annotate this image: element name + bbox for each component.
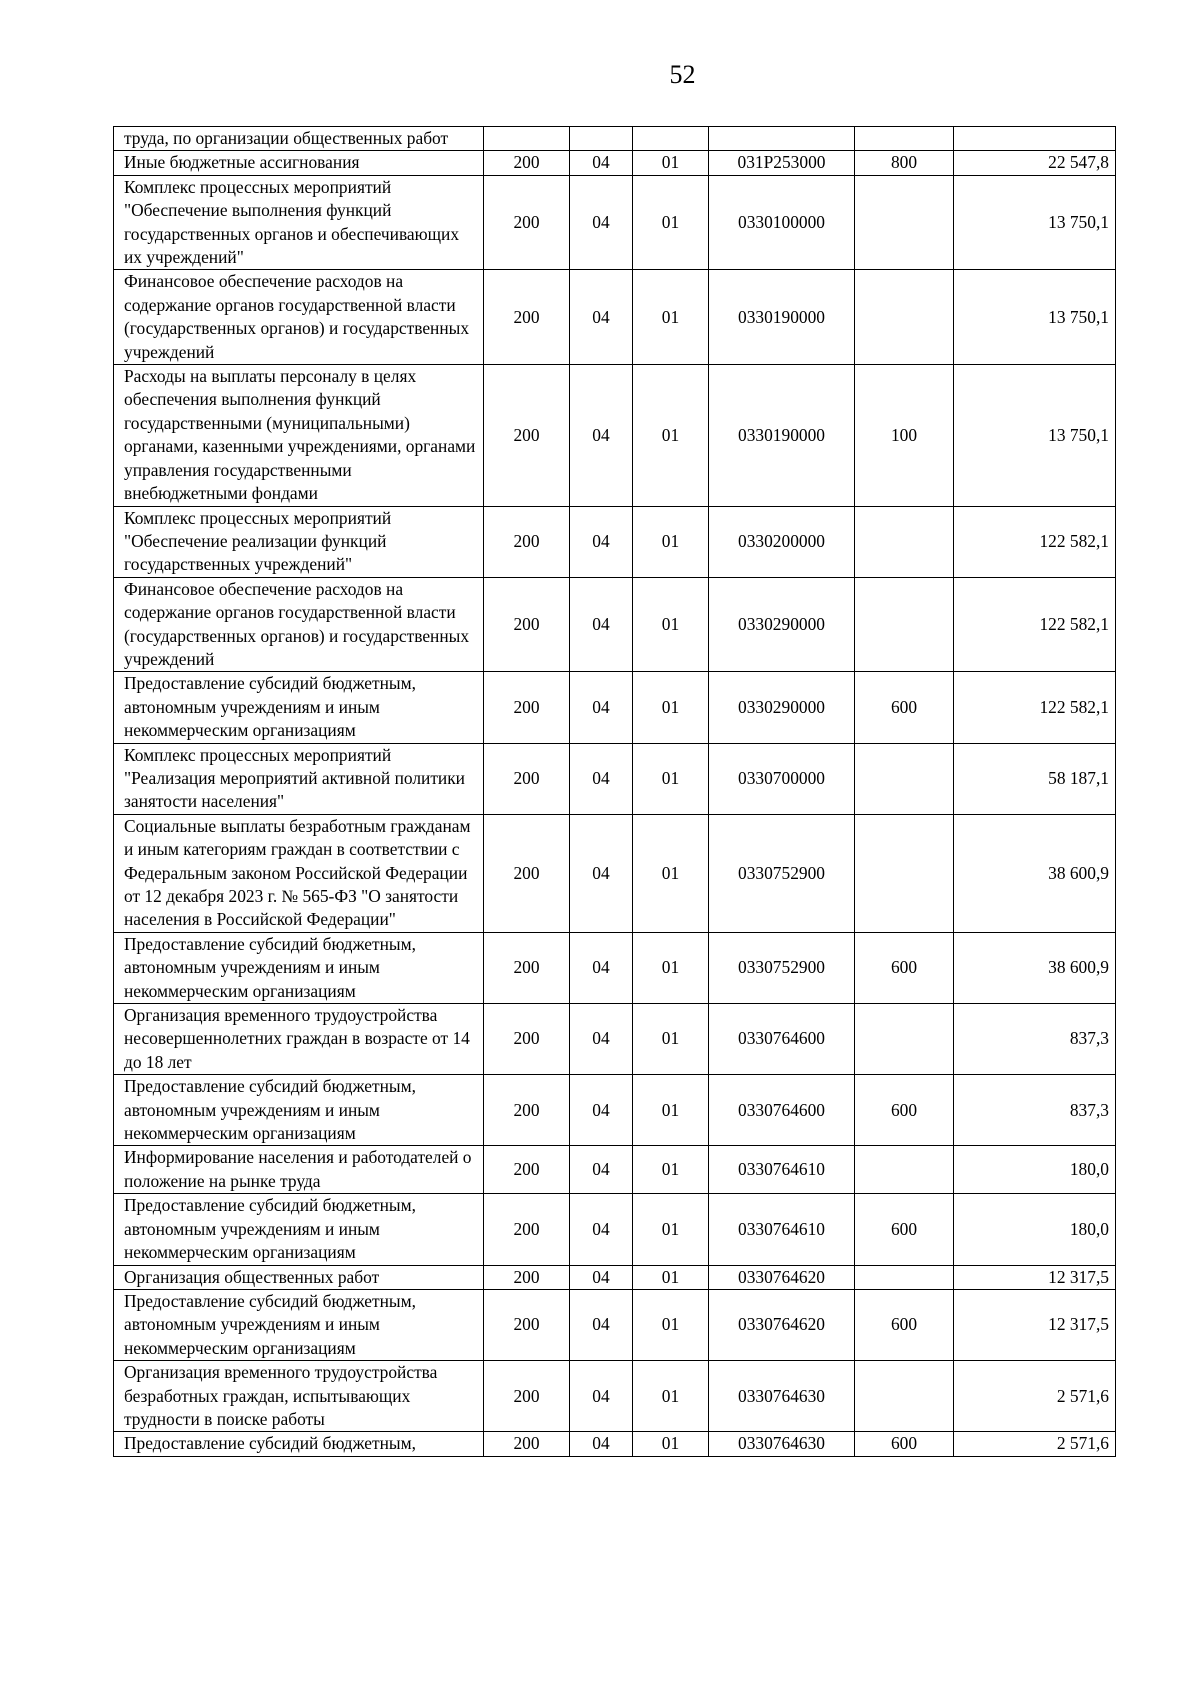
expense-name-cell: Предоставление субсидий бюджетным, автономным учреждениям и иным некоммерческим организациям [114,932,484,1003]
expense-name-cell: Социальные выплаты безработным гражданам и иным категориям граждан в соответствии с Федеральным законом Российской Федерации от 12 декабря 2023 г. № 565-ФЗ "О занятости населения в Российской Федерации" [114,814,484,932]
section-code-cell: 04 [570,1289,633,1360]
expense-name-cell: труда, по организации общественных работ [114,127,484,151]
expense-name-cell: Предоставление субсидий бюджетным, автономным учреждениям и иным некоммерческим организациям [114,1075,484,1146]
section-code-cell: 04 [570,151,633,175]
table-row [114,127,1116,151]
amount-cell: 22 547,8 [954,151,1116,175]
amount-cell: 837,3 [954,1004,1116,1075]
section-code-cell: 04 [570,1265,633,1289]
table-row [114,1432,1116,1456]
table-row [114,1289,1116,1360]
expense-name-cell: Комплекс процессных мероприятий "Обеспечение выполнения функций государственных органов и обеспечивающих их учреждений" [114,175,484,270]
amount-cell: 837,3 [954,1075,1116,1146]
expense-type-code-cell [855,506,954,577]
expense-name-cell: Иные бюджетные ассигнования [114,151,484,175]
target-item-code-cell: 0330764630 [709,1432,855,1456]
table-row [114,932,1116,1003]
section-code-cell [570,127,633,151]
expense-type-code-cell: 800 [855,151,954,175]
target-item-code-cell: 0330290000 [709,672,855,743]
table-row [114,672,1116,743]
expense-type-code-cell [855,1265,954,1289]
subsection-code-cell [633,127,709,151]
budget-table [113,126,1116,1457]
amount-cell: 12 317,5 [954,1265,1116,1289]
table-row [114,1361,1116,1432]
target-item-code-cell: 0330752900 [709,814,855,932]
section-code-cell: 04 [570,270,633,365]
subsection-code-cell: 01 [633,1432,709,1456]
expense-type-code-cell: 600 [855,1289,954,1360]
subsection-code-cell: 01 [633,506,709,577]
section-code-cell: 04 [570,672,633,743]
amount-cell: 122 582,1 [954,577,1116,672]
target-item-code-cell: 0330764620 [709,1265,855,1289]
section-code-cell: 04 [570,1361,633,1432]
target-item-code-cell: 0330190000 [709,365,855,506]
section-code-cell: 04 [570,175,633,270]
amount-cell: 13 750,1 [954,365,1116,506]
subsection-code-cell: 01 [633,1361,709,1432]
admin-code-cell: 200 [484,932,570,1003]
expense-name-cell: Комплекс процессных мероприятий "Обеспечение реализации функций государственных учреждений" [114,506,484,577]
admin-code-cell: 200 [484,270,570,365]
table-row [114,577,1116,672]
table-body [114,127,1116,1457]
table-row [114,270,1116,365]
expense-name-cell: Организация общественных работ [114,1265,484,1289]
expense-type-code-cell: 600 [855,1075,954,1146]
target-item-code-cell: 0330100000 [709,175,855,270]
amount-cell: 58 187,1 [954,743,1116,814]
target-item-code-cell: 0330764630 [709,1361,855,1432]
amount-cell: 38 600,9 [954,814,1116,932]
expense-type-code-cell: 600 [855,932,954,1003]
amount-cell: 180,0 [954,1146,1116,1194]
expense-type-code-cell: 600 [855,1432,954,1456]
expense-name-cell: Предоставление субсидий бюджетным, [114,1432,484,1456]
amount-cell: 13 750,1 [954,270,1116,365]
amount-cell: 122 582,1 [954,506,1116,577]
amount-cell: 38 600,9 [954,932,1116,1003]
admin-code-cell: 200 [484,1361,570,1432]
target-item-code-cell: 031P253000 [709,151,855,175]
admin-code-cell: 200 [484,175,570,270]
table-row [114,365,1116,506]
expense-name-cell: Предоставление субсидий бюджетным, автономным учреждениям и иным некоммерческим организациям [114,672,484,743]
admin-code-cell: 200 [484,1432,570,1456]
target-item-code-cell: 0330290000 [709,577,855,672]
subsection-code-cell: 01 [633,1004,709,1075]
section-code-cell: 04 [570,1194,633,1265]
section-code-cell: 04 [570,577,633,672]
table-row [114,1075,1116,1146]
subsection-code-cell: 01 [633,1075,709,1146]
subsection-code-cell: 01 [633,1289,709,1360]
table-row [114,1194,1116,1265]
target-item-code-cell: 0330200000 [709,506,855,577]
admin-code-cell: 200 [484,1265,570,1289]
target-item-code-cell [709,127,855,151]
section-code-cell: 04 [570,814,633,932]
table-row [114,1004,1116,1075]
section-code-cell: 04 [570,1075,633,1146]
table-row [114,506,1116,577]
expense-name-cell: Предоставление субсидий бюджетным, автономным учреждениям и иным некоммерческим организациям [114,1194,484,1265]
target-item-code-cell: 0330764600 [709,1004,855,1075]
subsection-code-cell: 01 [633,1265,709,1289]
admin-code-cell: 200 [484,577,570,672]
subsection-code-cell: 01 [633,1194,709,1265]
amount-cell [954,127,1116,151]
subsection-code-cell: 01 [633,814,709,932]
expense-name-cell: Финансовое обеспечение расходов на содержание органов государственной власти (государственных органов) и государственных учреждений [114,270,484,365]
target-item-code-cell: 0330764610 [709,1194,855,1265]
table-row [114,1146,1116,1194]
admin-code-cell: 200 [484,506,570,577]
amount-cell: 180,0 [954,1194,1116,1265]
expense-name-cell: Организация временного трудоустройства безработных граждан, испытывающих трудности в поиске работы [114,1361,484,1432]
expense-name-cell: Предоставление субсидий бюджетным, автономным учреждениям и иным некоммерческим организациям [114,1289,484,1360]
admin-code-cell [484,127,570,151]
admin-code-cell: 200 [484,1075,570,1146]
admin-code-cell: 200 [484,743,570,814]
section-code-cell: 04 [570,1146,633,1194]
subsection-code-cell: 01 [633,743,709,814]
amount-cell: 122 582,1 [954,672,1116,743]
section-code-cell: 04 [570,932,633,1003]
section-code-cell: 04 [570,1004,633,1075]
table-row [114,814,1116,932]
admin-code-cell: 200 [484,365,570,506]
subsection-code-cell: 01 [633,270,709,365]
expense-name-cell: Информирование населения и работодателей о положение на рынке труда [114,1146,484,1194]
admin-code-cell: 200 [484,1146,570,1194]
admin-code-cell: 200 [484,672,570,743]
amount-cell: 12 317,5 [954,1289,1116,1360]
table-row [114,743,1116,814]
amount-cell: 13 750,1 [954,175,1116,270]
target-item-code-cell: 0330752900 [709,932,855,1003]
table-row [114,175,1116,270]
expense-name-cell: Финансовое обеспечение расходов на содержание органов государственной власти (государственных органов) и государственных учреждений [114,577,484,672]
expense-type-code-cell [855,1146,954,1194]
subsection-code-cell: 01 [633,151,709,175]
table-row [114,1265,1116,1289]
target-item-code-cell: 0330190000 [709,270,855,365]
subsection-code-cell: 01 [633,932,709,1003]
expense-name-cell: Комплекс процессных мероприятий "Реализация мероприятий активной политики занятости населения" [114,743,484,814]
expense-type-code-cell [855,577,954,672]
target-item-code-cell: 0330764620 [709,1289,855,1360]
admin-code-cell: 200 [484,1289,570,1360]
admin-code-cell: 200 [484,151,570,175]
section-code-cell: 04 [570,365,633,506]
amount-cell: 2 571,6 [954,1432,1116,1456]
subsection-code-cell: 01 [633,577,709,672]
expense-type-code-cell [855,175,954,270]
expense-type-code-cell [855,814,954,932]
subsection-code-cell: 01 [633,365,709,506]
admin-code-cell: 200 [484,1194,570,1265]
target-item-code-cell: 0330700000 [709,743,855,814]
expense-type-code-cell [855,270,954,365]
expense-type-code-cell: 100 [855,365,954,506]
table-row [114,151,1116,175]
expense-name-cell: Организация временного трудоустройства несовершеннолетних граждан в возрасте от 14 до 18 лет [114,1004,484,1075]
expense-type-code-cell: 600 [855,672,954,743]
expense-type-code-cell: 600 [855,1194,954,1265]
expense-type-code-cell [855,743,954,814]
section-code-cell: 04 [570,506,633,577]
admin-code-cell: 200 [484,1004,570,1075]
amount-cell: 2 571,6 [954,1361,1116,1432]
subsection-code-cell: 01 [633,175,709,270]
target-item-code-cell: 0330764610 [709,1146,855,1194]
expense-type-code-cell [855,1004,954,1075]
expense-type-code-cell [855,1361,954,1432]
section-code-cell: 04 [570,1432,633,1456]
expense-type-code-cell [855,127,954,151]
subsection-code-cell: 01 [633,672,709,743]
expense-name-cell: Расходы на выплаты персоналу в целях обеспечения выполнения функций государственными (муниципальными) органами, казенными учреждениями, органами управления государственными внебюджетными фондами [114,365,484,506]
admin-code-cell: 200 [484,814,570,932]
subsection-code-cell: 01 [633,1146,709,1194]
target-item-code-cell: 0330764600 [709,1075,855,1146]
page-number: 52 [669,60,696,89]
section-code-cell: 04 [570,743,633,814]
